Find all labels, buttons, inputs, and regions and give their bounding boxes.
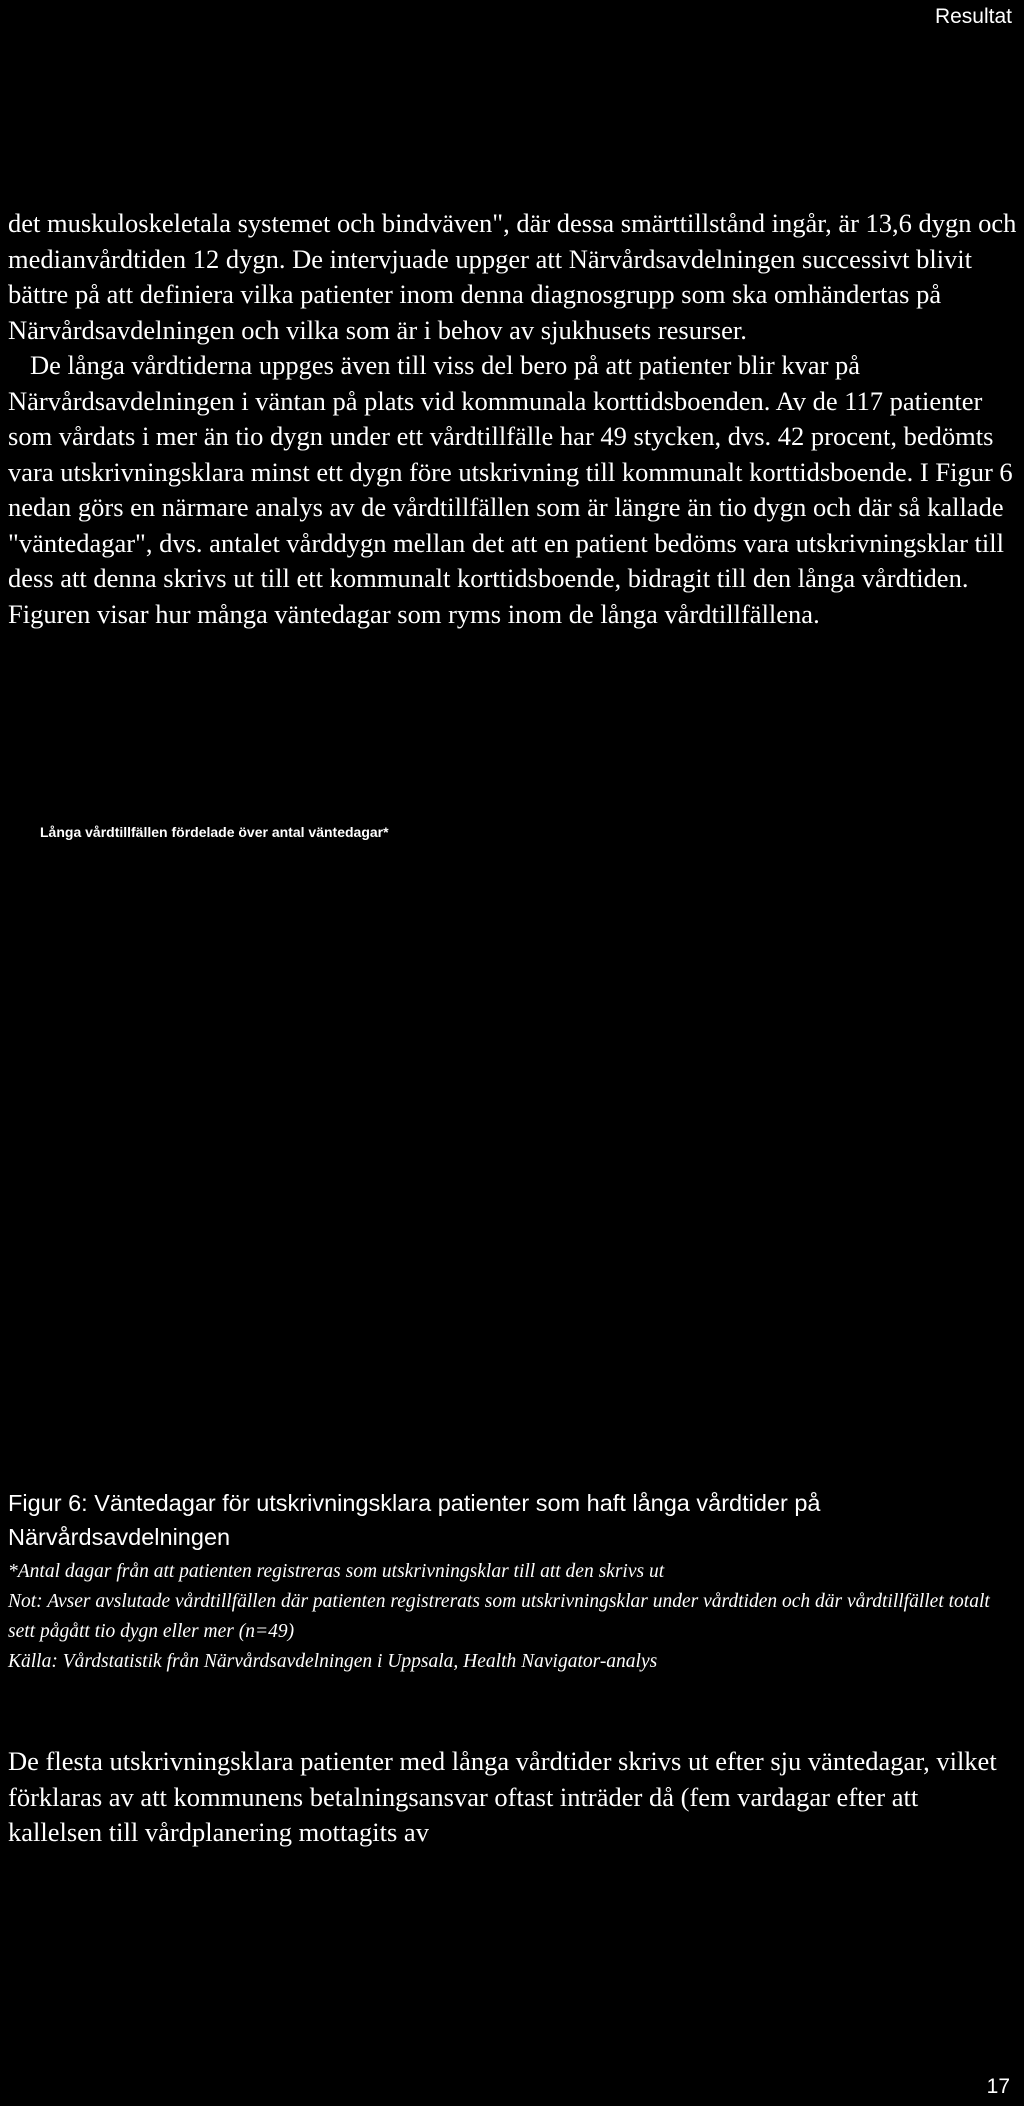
figure-inner-title: Långa vårdtillfällen fördelade över antal väntedagar*: [40, 824, 389, 840]
figure-note: Not: Avser avslutade vårdtillfällen där patienten registrerats som utskrivningsklar under vårdtiden och där vårdtillfället totalt sett pågått tio dygn eller mer (n=49): [8, 1591, 990, 1642]
body-paragraphs: [8, 206, 1018, 632]
figure-6: [8, 822, 1008, 1442]
figure-notes: [8, 1557, 1008, 1677]
running-header: Resultat: [934, 5, 1012, 28]
body-paragraph: det muskuloskeletala systemet och bindväven", där dessa smärttillstånd ingår, är 13,6 dygn och medianvårdtiden 12 dygn. De intervjuade uppger att Närvårdsavdelningen successivt blivit bättre på att definiera vilka patienter inom denna diagnosgrupp som ska omhändertas på Närvårdsavdelningen och vilka som är i behov av sjukhusets resurser.: [8, 208, 1017, 345]
figure-source: Källa: Vårdstatistik från Närvårdsavdelningen i Uppsala, Health Navigator-analys: [8, 1651, 658, 1672]
body-paragraph: De långa vårdtiderna uppges även till viss del bero på att patienter blir kvar på Närvårdsavdelningen i väntan på plats vid kommunala korttidsboenden. Av de 117 patienter som vårdats i mer än tio dygn under ett vårdtillfälle har 49 stycken, dvs. 42 procent, bedömts vara utskrivningsklara minst ett dygn före utskrivning till kommunalt korttidsboende. I Figur 6 nedan görs en närmare analys av de vårdtillfällen som är längre än tio dygn och där så kallade "väntedagar", dvs. antalet vårddygn mellan det att en patient bedöms vara utskrivningsklar till dess att denna skrivs ut till ett kommunalt korttidsboende, bidragit till den långa vårdtiden. Figuren visar hur många väntedagar som ryms inom de långa vårdtillfällena.: [8, 350, 1013, 629]
body-paragraph: De flesta utskrivningsklara patienter med långa vårdtider skrivs ut efter sju väntedagar, vilket förklaras av att kommunens betalningsansvar oftast inträder då (fem vardagar efter att kallelsen till vårdplanering mottagits av: [8, 1746, 997, 1847]
page-number: 17: [986, 2075, 1010, 2098]
figure-footnote: *Antal dagar från att patienten registreras som utskrivningsklar till att den skrivs ut: [8, 1561, 665, 1582]
closing-paragraph: [8, 1744, 1018, 1851]
figure-caption: Figur 6: Väntedagar för utskrivningsklara patienter som haft långa vårdtider på Närvårdsavdelningen: [8, 1490, 821, 1550]
